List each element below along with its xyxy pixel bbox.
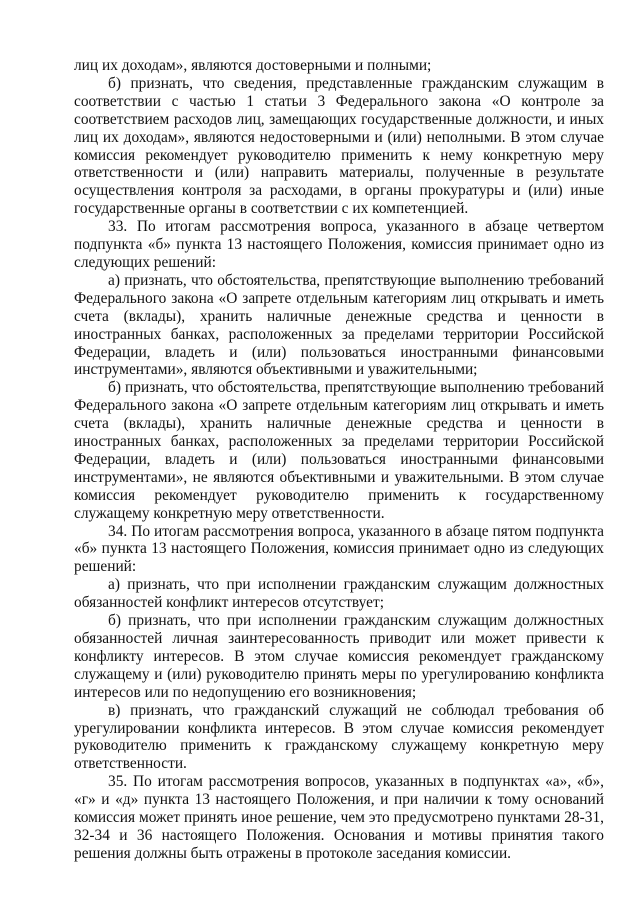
paragraph-34a: а) признать, что при исполнении гражданским служащим должностных обязанностей конфликт интересов отсутствует; <box>74 576 604 612</box>
paragraph-34b: б) признать, что при исполнении гражданским служащим должностных обязанностей личная заинтересованность приводит или может привести к конфликту интересов. В этом случае комиссия рекомендует гражданскому служащему и (или) руководителю принять меры по урегулированию конфликта интересов или по недопущению его возникновения; <box>74 612 604 701</box>
paragraph-34c: в) признать, что гражданский служащий не соблюдал требования об урегулировании конфликта интересов. В этом случае комиссия рекомендует руководителю применить к гражданскому служащему конкретную меру ответственности. <box>74 701 604 773</box>
paragraph-continuation: лиц их доходам», являются достоверными и полными; <box>74 57 432 74</box>
paragraph-33b: б) признать, что обстоятельства, препятствующие выполнению требований Федерального закона «О запрете отдельным категориям лиц открывать и иметь счета (вклады), хранить наличные денежные средства и ценности в иностранных банках, расположенных за пределами территории Российской Федерации, владеть и (или) пользоваться иностранными финансовыми инструментами», не являются объективными и уважительными. В этом случае комиссия рекомендует руководителю применить к государственному служащему конкретную меру ответственности. <box>74 379 604 522</box>
paragraph-35: 35. По итогам рассмотрения вопросов, указанных в подпунктах «а», «б», «г» и «д» пункта 13 настоящего Положения, и при наличии к тому оснований комиссия может принять иное решение, чем это предусмотрено пунктами 28-31, 32-34 и 36 настоящего Положения. Основания и мотивы принятия такого решения должны быть отражены в протоколе заседания комиссии. <box>74 773 604 862</box>
paragraph-33: 33. По итогам рассмотрения вопроса, указанного в абзаце четвертом подпункта «б» пункта 13 настоящего Положения, комиссия принимает одно из следующих решений: <box>74 218 604 271</box>
document-page <box>74 57 604 863</box>
paragraph-32b: б) признать, что сведения, представленные гражданским служащим в соответствии с частью 1 статьи 3 Федерального закона «О контроле за соответствием расходов лиц, замещающих государственные должности, и иных лиц их доходам», являются недостоверными и (или) неполными. В этом случае комиссия рекомендует руководителю применить к нему конкретную меру ответственности и (или) направить материалы, полученные в результате осуществления контроля за расходами, в органы прокуратуры и (или) иные государственные органы в соответствии с их компетенцией. <box>74 74 604 218</box>
paragraph-33a: а) признать, что обстоятельства, препятствующие выполнению требований Федерального закона «О запрете отдельным категориям лиц открывать и иметь счета (вклады), хранить наличные денежные средства и ценности в иностранных банках, расположенных за пределами территории Российской Федерации, владеть и (или) пользоваться иностранными финансовыми инструментами», являются объективными и уважительными; <box>74 271 604 379</box>
paragraph-34: 34. По итогам рассмотрения вопроса, указанного в абзаце пятом подпункта «б» пункта 13 настоящего Положения, комиссия принимает одно из следующих решений: <box>74 522 604 576</box>
